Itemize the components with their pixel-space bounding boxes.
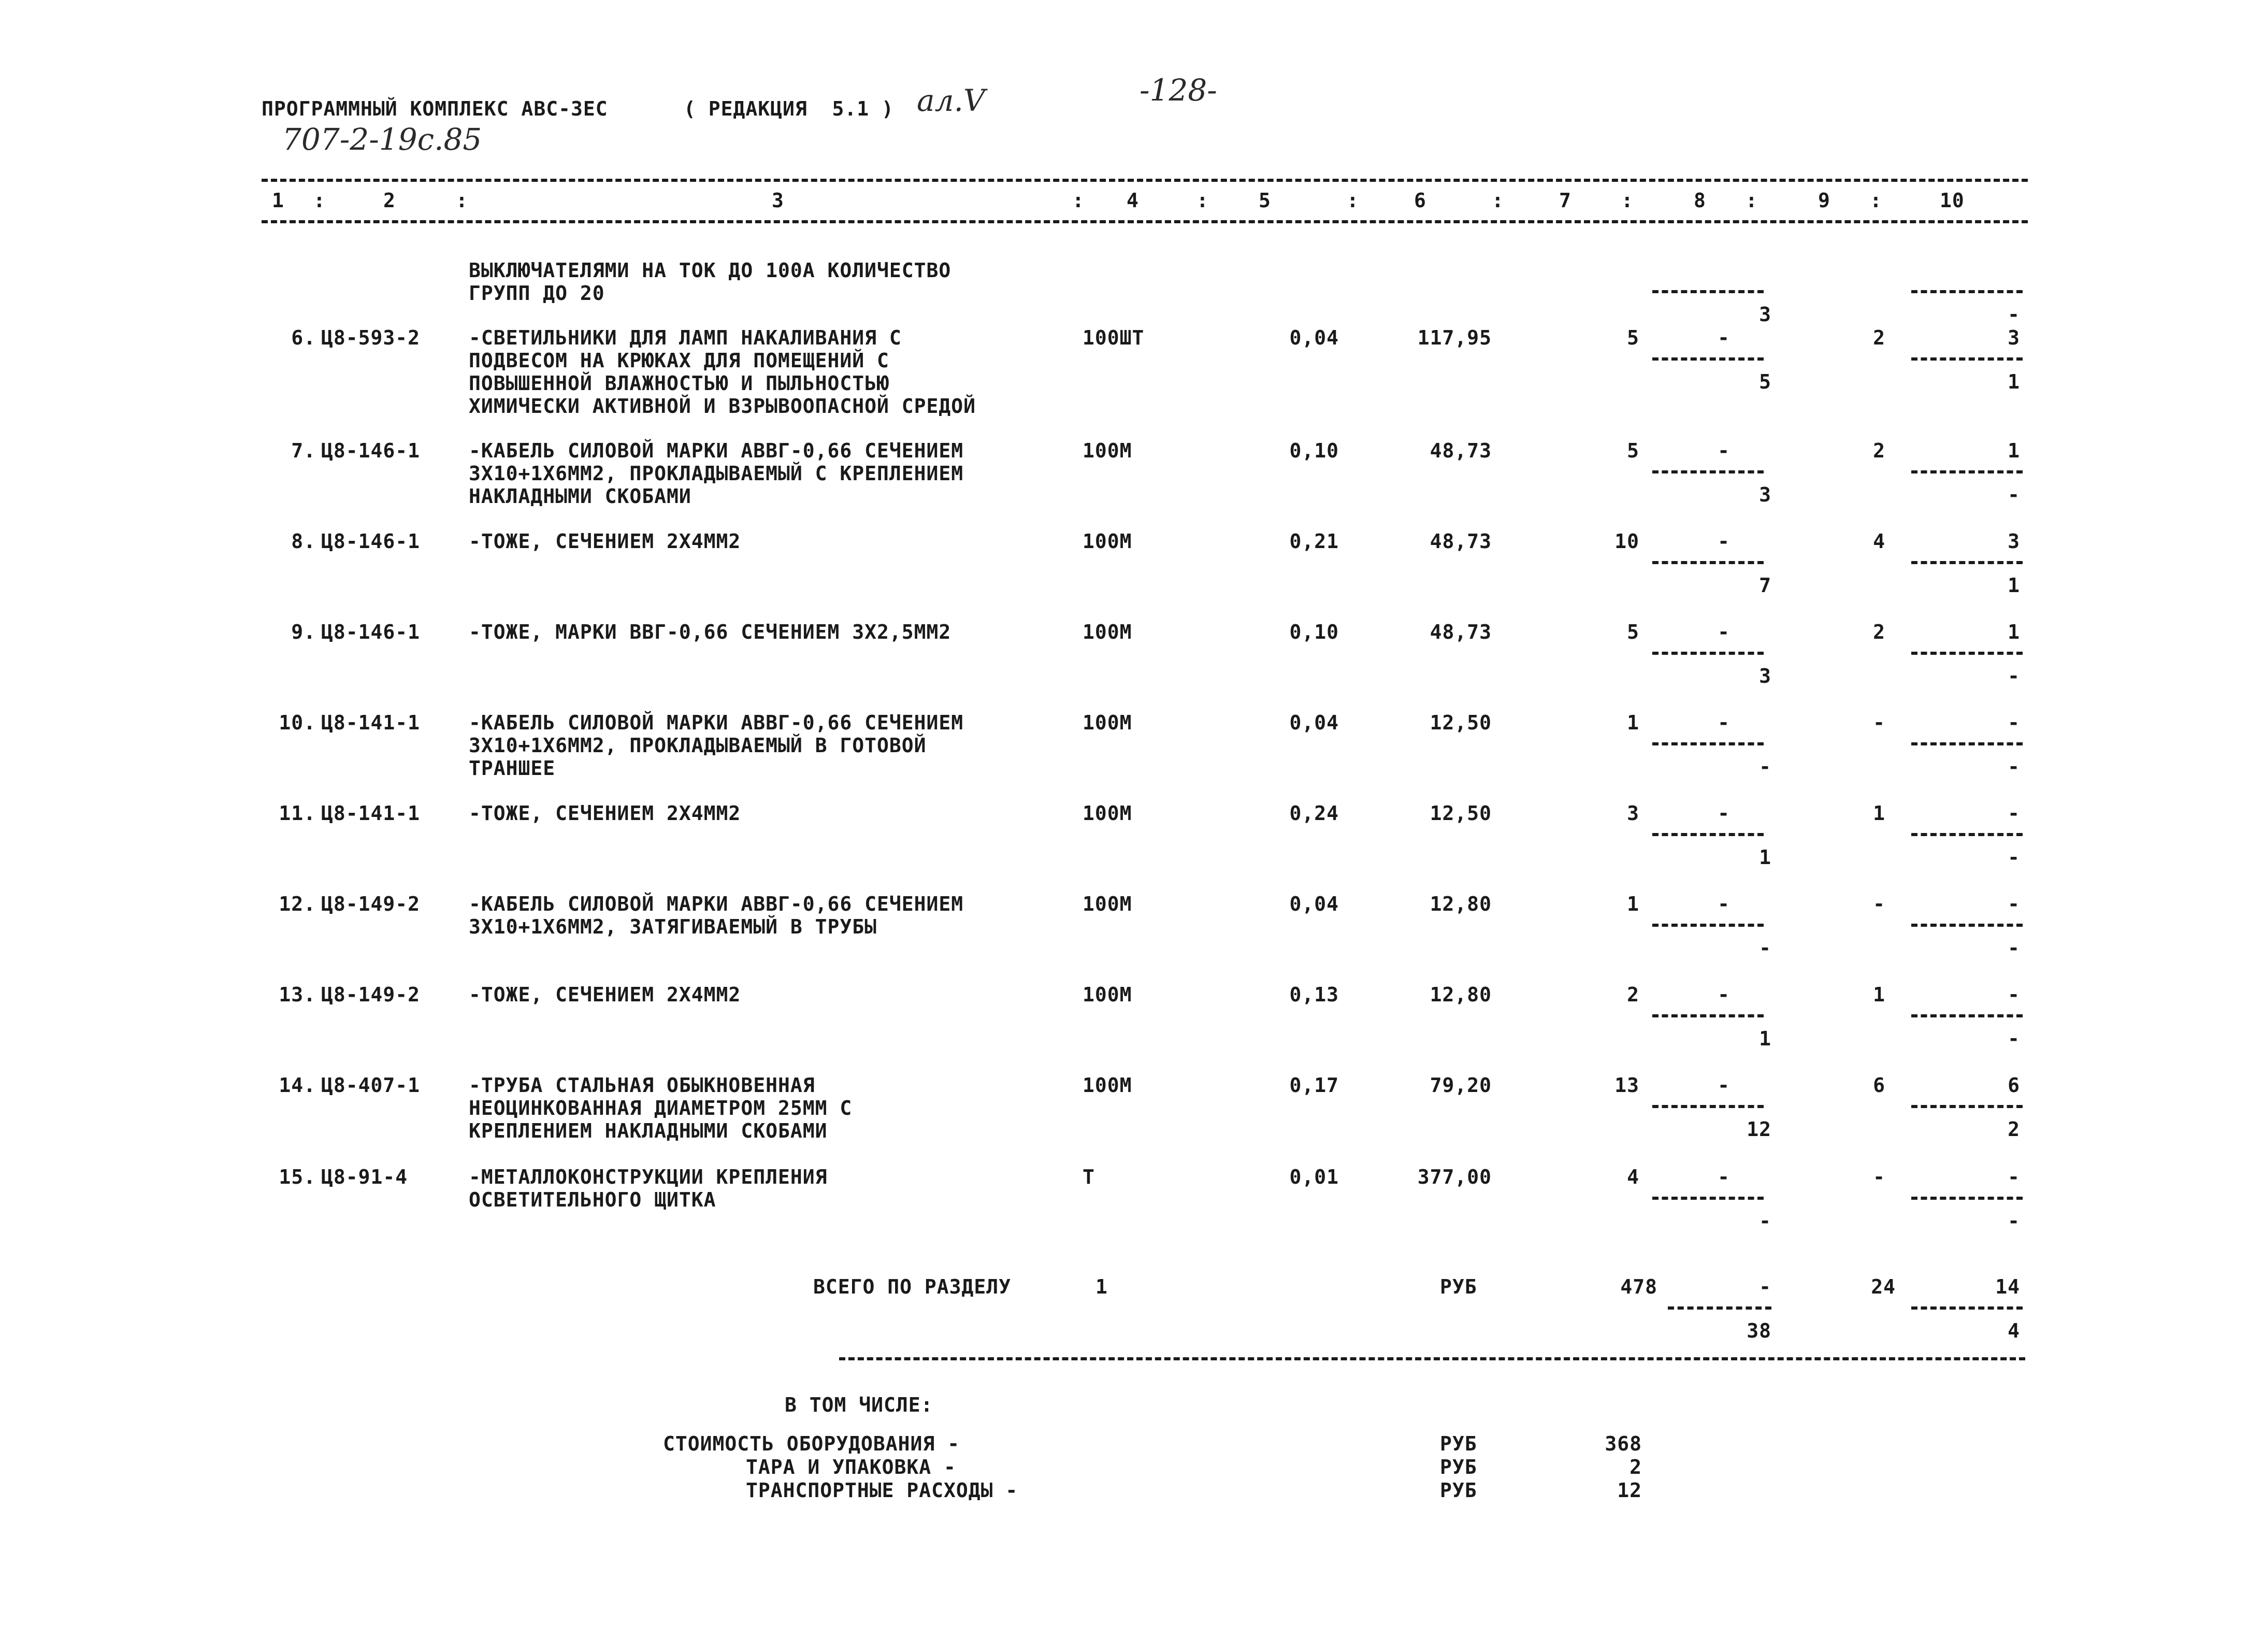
row-quantity: 0,04 — [1289, 326, 1339, 349]
row-rate-code: Ц8-407-1 — [321, 1074, 421, 1097]
row-col8-bottom: 7 — [1759, 574, 1771, 597]
row-description-line: -ТОЖЕ, СЕЧЕНИЕМ 2Х4ММ2 — [469, 530, 741, 553]
program-title: ПРОГРАММНЫЙ КОМПЛЕКС АВС-3ЕС — [262, 97, 608, 120]
row-col10-rule — [1911, 924, 2023, 927]
row-description-line: КРЕПЛЕНИЕМ НАКЛАДНЫМИ СКОБАМИ — [469, 1119, 828, 1142]
row-description-line: ГРУПП ДО 20 — [469, 282, 605, 305]
column-separator: : — [1072, 189, 1085, 212]
column-separator: : — [1492, 189, 1504, 212]
row-col7: 5 — [1627, 326, 1639, 349]
row-unit-price: 377,00 — [1417, 1166, 1492, 1188]
row-col7: 4 — [1627, 1166, 1639, 1188]
row-col10-rule — [1911, 470, 2023, 473]
row-description-line: -ТОЖЕ, МАРКИ ВВГ-0,66 СЕЧЕНИЕМ 3Х2,5ММ2 — [469, 621, 951, 643]
row-col9: 1 — [1873, 983, 1885, 1006]
row-col8-bottom: - — [1759, 755, 1771, 778]
column-header-1: 1 — [272, 189, 284, 212]
total-col9: 24 — [1871, 1275, 1896, 1298]
row-unit-price: 48,73 — [1430, 621, 1492, 643]
row-col7: 3 — [1627, 802, 1639, 825]
header-top-rule — [262, 179, 2028, 182]
row-description-line: -ТРУБА СТАЛЬНАЯ ОБЫКНОВЕННАЯ — [469, 1074, 815, 1097]
row-rate-code: Ц8-141-1 — [321, 711, 421, 734]
column-header-5: 5 — [1259, 189, 1271, 212]
row-unit: 100М — [1083, 711, 1132, 734]
breakdown-label: СТОИМОСТЬ ОБОРУДОВАНИЯ - — [663, 1432, 960, 1455]
row-unit-price: 12,80 — [1430, 983, 1492, 1006]
row-number: 13. — [279, 983, 316, 1006]
row-rate-code: Ц8-149-2 — [321, 983, 421, 1006]
row-rate-code: Ц8-149-2 — [321, 893, 421, 915]
row-unit: 100М — [1083, 621, 1132, 643]
total-currency: РУБ — [1440, 1275, 1477, 1298]
row-col8-top: - — [1718, 621, 1730, 643]
row-col8-top: - — [1718, 983, 1730, 1006]
row-description-line: -СВЕТИЛЬНИКИ ДЛЯ ЛАМП НАКАЛИВАНИЯ С — [469, 326, 902, 349]
header-bottom-rule — [262, 220, 2028, 223]
total-col8-bottom: 38 — [1747, 1319, 1771, 1342]
row-description-line: -ТОЖЕ, СЕЧЕНИЕМ 2Х4ММ2 — [469, 802, 741, 825]
row-col10-bottom: - — [2008, 665, 2020, 687]
row-col7: 5 — [1627, 621, 1639, 643]
breakdown-value: 368 — [1605, 1432, 1642, 1455]
edition-label: ( РЕДАКЦИЯ 5.1 ) — [684, 97, 894, 120]
row-col10-bottom: 1 — [2008, 370, 2020, 393]
row-col7: 5 — [1627, 439, 1639, 462]
row-col9: - — [1873, 1166, 1885, 1188]
row-col9: - — [1873, 711, 1885, 734]
row-description-line: НЕОЦИНКОВАННАЯ ДИАМЕТРОМ 25ММ С — [469, 1097, 853, 1119]
row-col8-top: - — [1718, 1166, 1730, 1188]
row-unit-price: 12,50 — [1430, 802, 1492, 825]
row-quantity: 0,04 — [1289, 893, 1339, 915]
row-col10-top: - — [2008, 893, 2020, 915]
column-separator: : — [1196, 189, 1209, 212]
handwritten-project-code: 707-2-19с.85 — [282, 122, 482, 157]
row-rate-code: Ц8-593-2 — [321, 326, 421, 349]
row-col8-rule — [1652, 1014, 1764, 1017]
row-col10-bottom: - — [2008, 1210, 2020, 1232]
row-unit-price: 12,80 — [1430, 893, 1492, 915]
total-col10-top: 14 — [1995, 1275, 2020, 1298]
total-col8-rule — [1668, 1306, 1771, 1310]
row-rate-code: Ц8-141-1 — [321, 802, 421, 825]
column-separator: : — [1870, 189, 1882, 212]
row-col8-top: - — [1718, 711, 1730, 734]
row-col8-rule — [1652, 290, 1764, 293]
row-col10-rule — [1911, 652, 2023, 655]
row-col7: 2 — [1627, 983, 1639, 1006]
row-description-line: ОСВЕТИТЕЛЬНОГО ЩИТКА — [469, 1188, 716, 1211]
row-col8-bottom: - — [1759, 937, 1771, 959]
row-number: 11. — [279, 802, 316, 825]
row-col10-bottom: - — [2008, 1027, 2020, 1050]
column-header-10: 10 — [1940, 189, 1965, 212]
column-separator: : — [1746, 189, 1758, 212]
row-col8-bottom: - — [1759, 1210, 1771, 1232]
row-number: 8. — [291, 530, 316, 553]
row-col9: 2 — [1873, 439, 1885, 462]
breakdown-value: 12 — [1617, 1479, 1642, 1502]
row-col8-top: - — [1718, 802, 1730, 825]
row-col9: - — [1873, 893, 1885, 915]
row-col8-rule — [1652, 561, 1764, 564]
row-quantity: 0,13 — [1289, 983, 1339, 1006]
row-unit-price: 12,50 — [1430, 711, 1492, 734]
total-col10-rule — [1911, 1306, 2023, 1310]
column-separator: : — [313, 189, 326, 212]
row-col10-top: - — [2008, 711, 2020, 734]
row-col9: 6 — [1873, 1074, 1885, 1097]
row-unit-price: 48,73 — [1430, 530, 1492, 553]
row-col8-bottom: 3 — [1759, 303, 1771, 326]
row-description-line: ТРАНШЕЕ — [469, 757, 556, 780]
row-number: 10. — [279, 711, 316, 734]
row-number: 6. — [291, 326, 316, 349]
row-description-line: ПОВЫШЕННОЙ ВЛАЖНОСТЬЮ И ПЫЛЬНОСТЬЮ — [469, 372, 889, 395]
breakdown-value: 2 — [1629, 1456, 1642, 1478]
row-description-line: -КАБЕЛЬ СИЛОВОЙ МАРКИ АВВГ-0,66 СЕЧЕНИЕМ — [469, 711, 964, 734]
row-col10-top: 1 — [2008, 439, 2020, 462]
row-col10-rule — [1911, 561, 2023, 564]
row-col8-top: - — [1718, 1074, 1730, 1097]
row-col8-bottom: 3 — [1759, 483, 1771, 506]
row-quantity: 0,10 — [1289, 439, 1339, 462]
row-rate-code: Ц8-146-1 — [321, 621, 421, 643]
total-label: ВСЕГО ПО РАЗДЕЛУ — [813, 1275, 1012, 1298]
row-description-line: ХИМИЧЕСКИ АКТИВНОЙ И ВЗРЫВООПАСНОЙ СРЕДОЙ — [469, 395, 976, 418]
column-header-8: 8 — [1694, 189, 1706, 212]
row-col8-bottom: 1 — [1759, 846, 1771, 869]
row-col10-rule — [1911, 1197, 2023, 1200]
row-col8-rule — [1652, 357, 1764, 361]
row-col8-bottom: 3 — [1759, 665, 1771, 687]
row-quantity: 0,17 — [1289, 1074, 1339, 1097]
row-col8-rule — [1652, 742, 1764, 745]
row-number: 7. — [291, 439, 316, 462]
column-separator: : — [456, 189, 468, 212]
row-unit: 100М — [1083, 983, 1132, 1006]
column-separator: : — [1621, 189, 1634, 212]
column-header-3: 3 — [772, 189, 784, 212]
column-header-7: 7 — [1559, 189, 1571, 212]
row-unit-price: 79,20 — [1430, 1074, 1492, 1097]
row-col10-bottom: - — [2008, 303, 2020, 326]
row-unit: 100М — [1083, 1074, 1132, 1097]
row-description-line: -ТОЖЕ, СЕЧЕНИЕМ 2Х4ММ2 — [469, 983, 741, 1006]
row-quantity: 0,21 — [1289, 530, 1339, 553]
row-quantity: 0,24 — [1289, 802, 1339, 825]
row-col7: 1 — [1627, 711, 1639, 734]
row-unit-price: 117,95 — [1417, 326, 1492, 349]
row-number: 9. — [291, 621, 316, 643]
row-description-line: ПОДВЕСОМ НА КРЮКАХ ДЛЯ ПОМЕЩЕНИЙ С — [469, 349, 889, 372]
column-separator: : — [1347, 189, 1359, 212]
row-description-line: 3Х10+1Х6ММ2, ПРОКЛАДЫВАЕМЫЙ С КРЕПЛЕНИЕМ — [469, 462, 964, 485]
breakdown-currency: РУБ — [1440, 1456, 1477, 1478]
row-col10-top: - — [2008, 1166, 2020, 1188]
total-col7: 478 — [1620, 1275, 1657, 1298]
row-unit: 100М — [1083, 439, 1132, 462]
row-description-line: НАКЛАДНЫМИ СКОБАМИ — [469, 485, 691, 508]
row-unit: 100М — [1083, 893, 1132, 915]
row-col8-rule — [1652, 833, 1764, 836]
row-unit: 100ШТ — [1083, 326, 1145, 349]
row-col9: 2 — [1873, 621, 1885, 643]
row-unit: 100М — [1083, 802, 1132, 825]
row-col8-bottom: 12 — [1747, 1118, 1771, 1141]
row-quantity: 0,01 — [1289, 1166, 1339, 1188]
row-col9: 1 — [1873, 802, 1885, 825]
row-col8-rule — [1652, 652, 1764, 655]
row-col9: 2 — [1873, 326, 1885, 349]
row-description-line: -КАБЕЛЬ СИЛОВОЙ МАРКИ АВВГ-0,66 СЕЧЕНИЕМ — [469, 439, 964, 462]
total-col8-top: - — [1759, 1275, 1771, 1298]
row-rate-code: Ц8-91-4 — [321, 1166, 408, 1188]
row-col10-top: 3 — [2008, 530, 2020, 553]
row-unit: 100М — [1083, 530, 1132, 553]
breakdown-heading: В ТОМ ЧИСЛЕ: — [785, 1394, 933, 1416]
row-col10-top: 3 — [2008, 326, 2020, 349]
breakdown-label: ТАРА И УПАКОВКА - — [746, 1456, 956, 1478]
row-col8-bottom: 5 — [1759, 370, 1771, 393]
row-col7: 1 — [1627, 893, 1639, 915]
row-col10-top: - — [2008, 983, 2020, 1006]
row-col10-bottom: - — [2008, 937, 2020, 959]
row-col10-bottom: 1 — [2008, 574, 2020, 597]
row-quantity: 0,10 — [1289, 621, 1339, 643]
breakdown-label: ТРАНСПОРТНЫЕ РАСХОДЫ - — [746, 1479, 1018, 1502]
row-col10-rule — [1911, 1014, 2023, 1017]
total-unit: 1 — [1095, 1275, 1108, 1298]
row-col8-top: - — [1718, 530, 1730, 553]
breakdown-currency: РУБ — [1440, 1432, 1477, 1455]
handwritten-sheet-mark: ал.Ⅴ — [917, 83, 985, 118]
row-description-line: -МЕТАЛЛОКОНСТРУКЦИИ КРЕПЛЕНИЯ — [469, 1166, 828, 1188]
row-quantity: 0,04 — [1289, 711, 1339, 734]
row-number: 14. — [279, 1074, 316, 1097]
row-col10-bottom: 2 — [2008, 1118, 2020, 1141]
row-description-line: -КАБЕЛЬ СИЛОВОЙ МАРКИ АВВГ-0,66 СЕЧЕНИЕМ — [469, 893, 964, 915]
column-header-2: 2 — [383, 189, 396, 212]
row-col10-bottom: - — [2008, 483, 2020, 506]
row-col7: 13 — [1614, 1074, 1639, 1097]
row-col8-top: - — [1718, 893, 1730, 915]
row-number: 12. — [279, 893, 316, 915]
row-col9: 4 — [1873, 530, 1885, 553]
column-header-4: 4 — [1127, 189, 1139, 212]
row-col8-top: - — [1718, 439, 1730, 462]
row-rate-code: Ц8-146-1 — [321, 439, 421, 462]
row-col7: 10 — [1614, 530, 1639, 553]
row-col10-top: 1 — [2008, 621, 2020, 643]
total-col10-bottom: 4 — [2008, 1319, 2020, 1342]
total-bottom-rule — [839, 1357, 2025, 1360]
breakdown-currency: РУБ — [1440, 1479, 1477, 1502]
row-col8-rule — [1652, 470, 1764, 473]
row-col8-rule — [1652, 1105, 1764, 1108]
row-col8-bottom: 1 — [1759, 1027, 1771, 1050]
row-col10-top: 6 — [2008, 1074, 2020, 1097]
column-header-6: 6 — [1414, 189, 1426, 212]
page-number: -128- — [1140, 73, 1217, 108]
row-col10-rule — [1911, 1105, 2023, 1108]
row-col10-rule — [1911, 833, 2023, 836]
row-unit: Т — [1083, 1166, 1095, 1188]
row-number: 15. — [279, 1166, 316, 1188]
row-col10-rule — [1911, 742, 2023, 745]
row-description-line: ВЫКЛЮЧАТЕЛЯМИ НА ТОК ДО 100А КОЛИЧЕСТВО — [469, 259, 951, 282]
row-col8-rule — [1652, 924, 1764, 927]
row-description-line: 3Х10+1Х6ММ2, ПРОКЛАДЫВАЕМЫЙ В ГОТОВОЙ — [469, 734, 927, 757]
row-col10-bottom: - — [2008, 846, 2020, 869]
row-col10-bottom: - — [2008, 755, 2020, 778]
row-description-line: 3Х10+1Х6ММ2, ЗАТЯГИВАЕМЫЙ В ТРУБЫ — [469, 915, 877, 938]
row-rate-code: Ц8-146-1 — [321, 530, 421, 553]
column-header-9: 9 — [1818, 189, 1830, 212]
row-unit-price: 48,73 — [1430, 439, 1492, 462]
row-col10-top: - — [2008, 802, 2020, 825]
row-col8-rule — [1652, 1197, 1764, 1200]
row-col8-top: - — [1718, 326, 1730, 349]
row-col10-rule — [1911, 290, 2023, 293]
row-col10-rule — [1911, 357, 2023, 361]
